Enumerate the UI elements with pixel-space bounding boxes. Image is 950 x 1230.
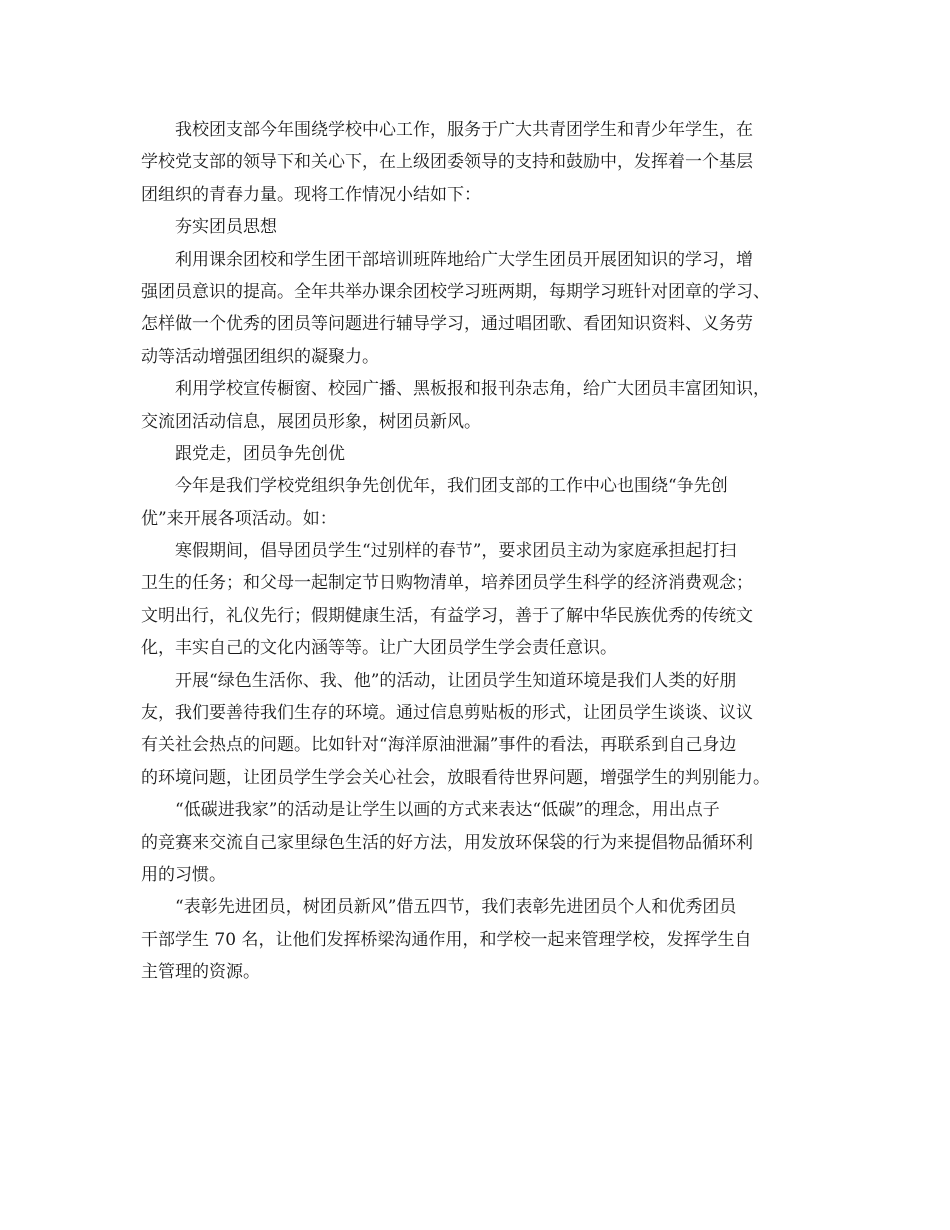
text-line: 主管理的资源。	[141, 962, 260, 983]
document-body	[141, 114, 821, 989]
text-line: 利用学校宣传橱窗、校园广播、黑板报和报刊杂志角，给广大团员丰富团知识，	[175, 379, 770, 400]
text-line: 今年是我们学校党组织争先创优年，我们团支部的工作中心也围绕“争先创	[175, 476, 728, 497]
text-line: 用的习惯。	[141, 864, 226, 885]
text-line: 怎样做一个优秀的团员等问题进行辅导学习，通过唱团歌、看团知识资料、义务劳	[141, 314, 753, 335]
text-line: 我校团支部今年围绕学校中心工作，服务于广大共青团学生和青少年学生，在	[175, 120, 753, 140]
text-line: 卫生的任务；和父母一起制定节日购物清单，培养团员学生科学的经济消费观念；	[141, 573, 753, 594]
text-line: 夯实团员思想	[175, 217, 277, 238]
text-line: 优”来开展各项活动。如：	[141, 508, 337, 529]
text-line: 的环境问题，让团员学生学会关心社会，放眼看待世界问题，增强学生的判别能力。	[141, 767, 770, 788]
text-line: 跟党走，团员争先创优	[175, 443, 345, 464]
text-line: 强团员意识的提高。全年共举办课余团校学习班两期，每期学习班针对团章的学习、	[141, 281, 770, 302]
text-line: 文明出行，礼仪先行；假期健康生活，有益学习，善于了解中华民族优秀的传统文	[141, 605, 753, 626]
text-line: 团组织的青春力量。现将工作情况小结如下：	[141, 184, 481, 205]
text-line: 干部学生 70 名，让他们发挥桥梁沟通作用，和学校一起来管理学校，发挥学生自	[141, 929, 752, 950]
text-line: 动等活动增强团组织的凝聚力。	[141, 346, 379, 367]
text-line: 交流团活动信息，展团员形象，树团员新风。	[141, 411, 481, 432]
text-line: 的竞赛来交流自己家里绿色生活的好方法，用发放环保袋的行为来提倡物品循环利	[141, 832, 753, 853]
text-line: 利用课余团校和学生团干部培训班阵地给广大学生团员开展团知识的学习，增	[175, 249, 753, 270]
text-line: 化，丰实自己的文化内涵等等。让广大团员学生学会责任意识。	[141, 638, 617, 659]
text-line: “低碳进我家”的活动是让学生以画的方式来表达“低碳”的理念，用出点子	[175, 800, 720, 821]
text-line: 学校党支部的领导下和关心下，在上级团委领导的支持和鼓励中，发挥着一个基层	[141, 152, 753, 173]
text-line: 有关社会热点的问题。比如针对“海洋原油泄漏”事件的看法，再联系到自己身边	[141, 735, 737, 756]
text-line: “表彰先进团员，树团员新风”借五四节，我们表彰先进团员个人和优秀团员	[175, 897, 737, 918]
text-line: 友，我们要善待我们生存的环境。通过信息剪贴板的形式，让团员学生谈谈、议议	[141, 703, 753, 724]
text-line: 寒假期间，倡导团员学生“过别样的春节”，要求团员主动为家庭承担起打扫	[175, 541, 737, 562]
text-line: 开展“绿色生活你、我、他”的活动，让团员学生知道环境是我们人类的好朋	[175, 670, 737, 691]
